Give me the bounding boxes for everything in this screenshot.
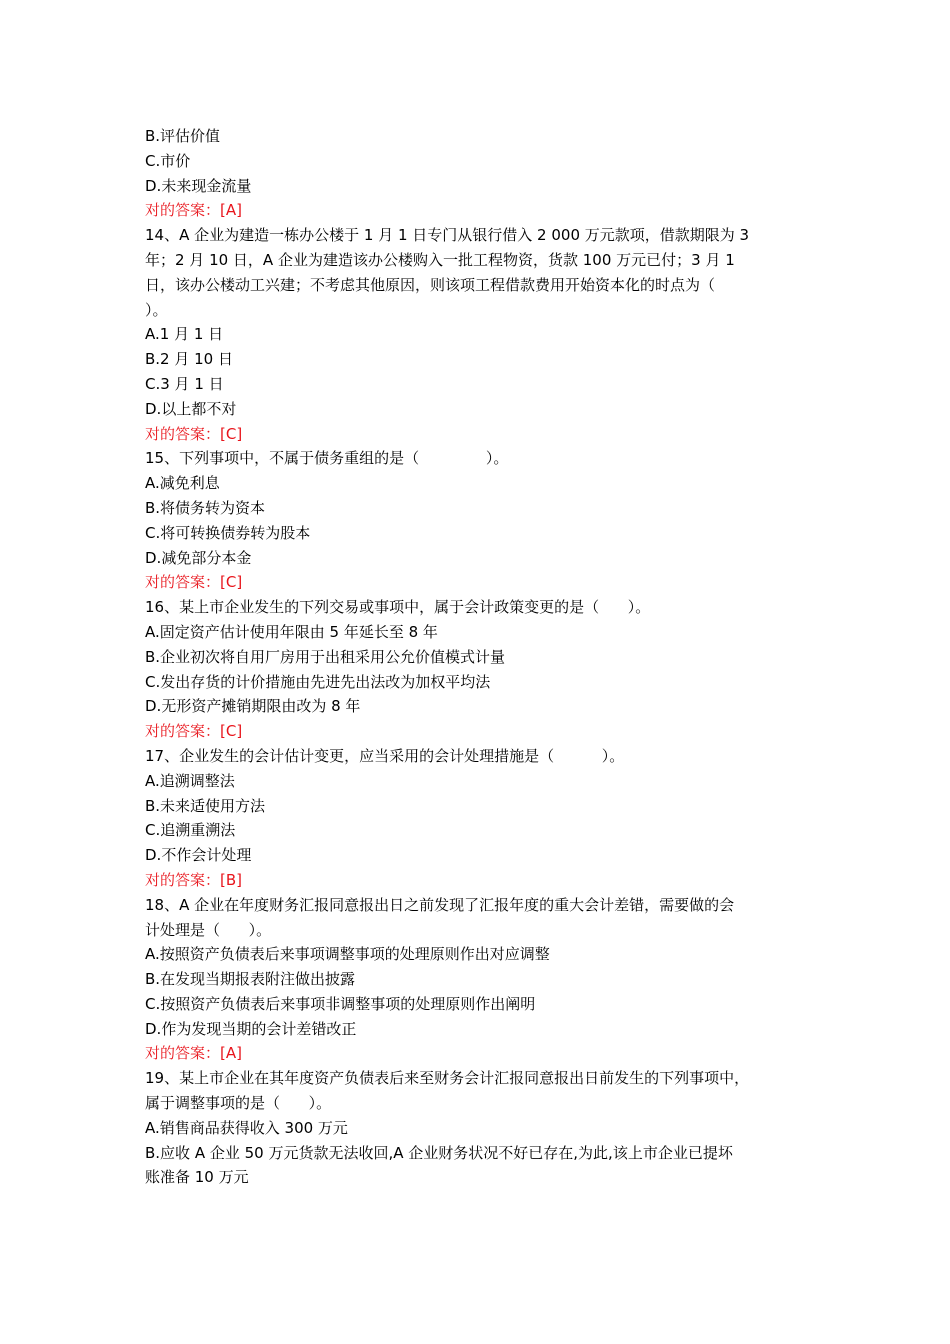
question-text-line: 18、A 企业在年度财务汇报同意报出日之前发现了汇报年度的重大会计差错，需要做的会 bbox=[145, 895, 735, 914]
option-a: A.追溯调整法 bbox=[145, 771, 235, 790]
option-d: D.作为发现当期的会计差错改正 bbox=[145, 1019, 357, 1038]
correct-answer: 对的答案：[A] bbox=[145, 201, 242, 220]
correct-answer: 对的答案：[C] bbox=[145, 573, 243, 592]
option-c: C.按照资产负债表后来事项非调整事项的处理原则作出阐明 bbox=[145, 994, 536, 1013]
correct-answer: 对的答案：[A] bbox=[145, 1044, 242, 1063]
option-a: A.1 月 1 日 bbox=[145, 325, 224, 344]
question-text-line: 日，该办公楼动工兴建；不考虑其他原因，则该项工程借款费用开始资本化的时点为（ bbox=[145, 275, 716, 294]
question-19 bbox=[145, 1066, 810, 1190]
option-b: B.应收 A 企业 50 万元货款无法收回,A 企业财务状况不好已存在,为此,该上市企业已提坏 bbox=[145, 1143, 733, 1162]
option-d: D.未来现金流量 bbox=[145, 176, 252, 195]
question-text-line: 15、下列事项中，不属于债务重组的是（ ）。 bbox=[145, 449, 509, 468]
question-text-line: 属于调整事项的是（ ）。 bbox=[145, 1094, 332, 1113]
option-c: C.发出存货的计价措施由先进先出法改为加权平均法 bbox=[145, 672, 491, 691]
option-d: D.减免部分本金 bbox=[145, 548, 252, 567]
option-c: C.追溯重溯法 bbox=[145, 821, 236, 840]
option-d: D.无形资产摊销期限由改为 8 年 bbox=[145, 697, 361, 716]
question-14 bbox=[145, 223, 810, 446]
option-b: B.在发现当期报表附注做出披露 bbox=[145, 970, 356, 989]
option-b-continued: 账准备 10 万元 bbox=[145, 1168, 249, 1187]
option-d: D.不作会计处理 bbox=[145, 846, 252, 865]
question-text-line: 16、某上市企业发生的下列交易或事项中，属于会计政策变更的是（ ）。 bbox=[145, 598, 651, 617]
carryover-block bbox=[145, 124, 810, 223]
question-16 bbox=[145, 595, 810, 744]
option-b: B.将债务转为资本 bbox=[145, 498, 266, 517]
question-17 bbox=[145, 744, 810, 893]
option-b: B.2 月 10 日 bbox=[145, 350, 233, 369]
option-a: A.减免利息 bbox=[145, 474, 220, 493]
correct-answer: 对的答案：[C] bbox=[145, 722, 243, 741]
correct-answer: 对的答案：[C] bbox=[145, 424, 243, 443]
question-text-line: 年；2 月 10 日，A 企业为建造该办公楼购入一批工程物资，货款 100 万元已付；3 月 1 bbox=[145, 250, 735, 269]
question-15 bbox=[145, 446, 810, 595]
question-text-line: 计处理是（ ）。 bbox=[145, 920, 272, 939]
document-page bbox=[145, 124, 810, 1190]
option-c: C.市价 bbox=[145, 151, 191, 170]
option-d: D.以上都不对 bbox=[145, 399, 237, 418]
option-a: A.销售商品获得收入 300 万元 bbox=[145, 1118, 348, 1137]
question-text-line: 19、某上市企业在其年度资产负债表后来至财务会计汇报同意报出日前发生的下列事项中， bbox=[145, 1069, 750, 1088]
question-text-line: ）。 bbox=[145, 300, 168, 319]
question-18 bbox=[145, 893, 810, 1067]
question-text-line: 17、企业发生的会计估计变更，应当采用的会计处理措施是（ ）。 bbox=[145, 746, 625, 765]
option-a: A.按照资产负债表后来事项调整事项的处理原则作出对应调整 bbox=[145, 945, 550, 964]
correct-answer: 对的答案：[B] bbox=[145, 870, 242, 889]
option-c: C.将可转换债券转为股本 bbox=[145, 523, 311, 542]
option-b: B.企业初次将自用厂房用于出租采用公允价值模式计量 bbox=[145, 647, 506, 666]
option-b: B.评估价值 bbox=[145, 127, 221, 145]
question-text-line: 14、A 企业为建造一栋办公楼于 1 月 1 日专门从银行借入 2 000 万元款项，借款期限为 3 bbox=[145, 226, 750, 245]
option-c: C.3 月 1 日 bbox=[145, 374, 224, 393]
option-b: B.未来适使用方法 bbox=[145, 796, 266, 815]
option-a: A.固定资产估计使用年限由 5 年延长至 8 年 bbox=[145, 622, 438, 641]
